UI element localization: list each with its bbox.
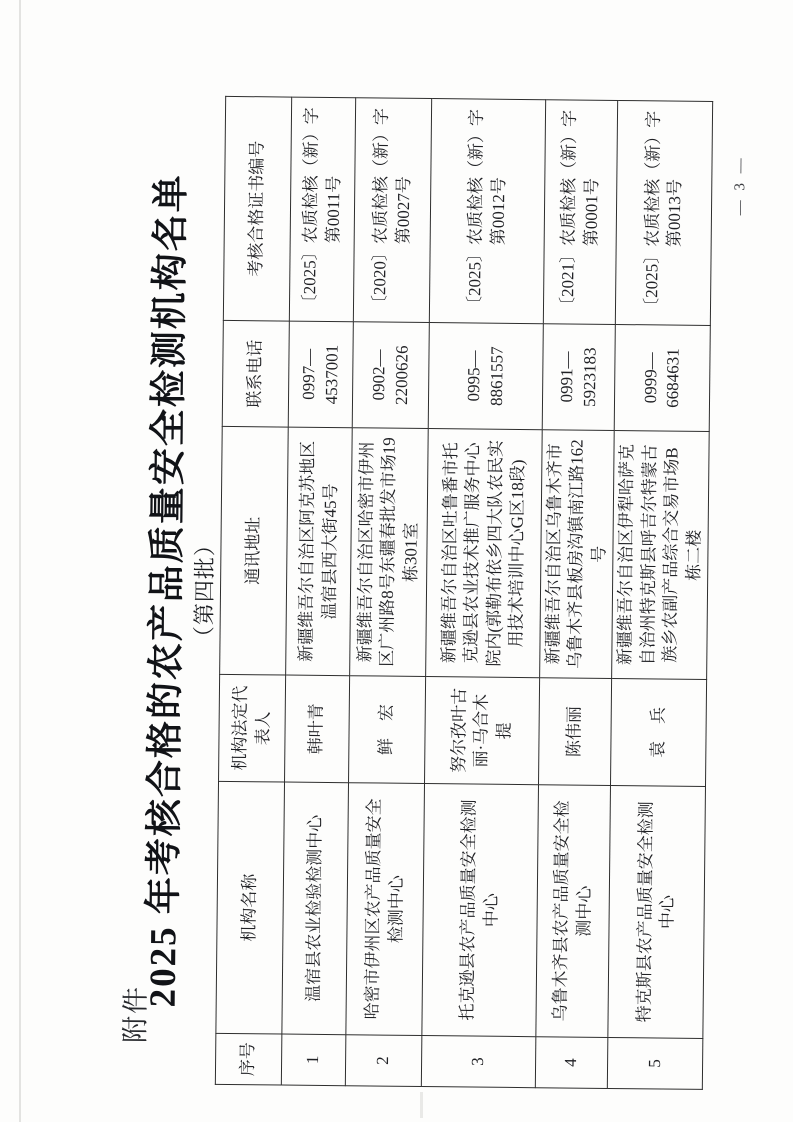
cell-rep: 鲜 宏 — [349, 676, 426, 784]
table-row — [608, 100, 713, 1089]
attachment-label: 附件 — [120, 984, 151, 1044]
cell-address: 新疆维吾尔自治区阿克苏地区温宿县西大街45号 — [286, 427, 353, 676]
table-row — [535, 100, 618, 1089]
cell-address: 新疆维吾尔自治区乌鲁木齐市乌鲁木齐县板房沟镇南江路162号 — [540, 430, 615, 679]
cell-phone: 0902— 2200626 — [352, 322, 429, 429]
table-row — [345, 98, 431, 1087]
rotated-document — [95, 95, 755, 1092]
cell-rep: 韩叶青 — [285, 675, 350, 783]
cell-cert: 〔2025〕农质检核（新）字 第0012号 — [429, 99, 545, 324]
cell-name: 温宿县农业检验检测中心 — [282, 782, 349, 1035]
cell-no: 4 — [535, 1037, 608, 1089]
header-rep: 机构法定代表人 — [219, 674, 286, 782]
header-row — [215, 96, 291, 1085]
cell-address: 新疆维吾尔自治区吐鲁番市托克逊县农业技术推广服务中心院内(郭勒布依乡四大队农民实用技术培训中心G区18段) — [426, 429, 543, 678]
cell-phone: 0991— 5923183 — [542, 324, 615, 431]
table-row — [421, 99, 545, 1088]
cell-no: 2 — [345, 1035, 422, 1087]
header-no: 序号 — [215, 1033, 282, 1085]
cell-rep: 努尔孜叶古丽·马合木提 — [425, 677, 540, 785]
document-subtitle: （第四批） — [191, 533, 218, 649]
cell-name: 托克逊县农产品质量安全检测中心 — [422, 784, 539, 1037]
cell-cert: 〔2020〕农质检核（新）字 第0027号 — [353, 98, 431, 323]
header-name: 机构名称 — [216, 781, 285, 1034]
cell-address: 新疆维吾尔自治区哈密市伊州区广州路8号东疆春批发市场19栋301室 — [350, 428, 429, 677]
table-row — [281, 97, 355, 1086]
cell-cert: 〔2025〕农质检核（新）字 第0013号 — [616, 100, 713, 325]
cell-address: 新疆维吾尔自治区伊犁哈萨克自治州特克斯县呼吉尔特蒙古族乡农副产品综合交易市场B栋二楼 — [612, 430, 709, 679]
scan-artifact-left-edge — [19, 0, 21, 1122]
cell-no: 1 — [281, 1034, 346, 1086]
header-phone: 联系电话 — [222, 320, 289, 427]
cell-cert: 〔2021〕农质检核（新）字 第0001号 — [543, 100, 618, 325]
cell-rep: 袁 兵 — [611, 678, 707, 786]
cell-phone: 0995— 8861557 — [428, 323, 543, 430]
header-address: 通讯地址 — [220, 426, 289, 675]
cell-name: 哈密市伊州区农产品质量安全检测中心 — [346, 783, 425, 1036]
cell-phone: 0999— 6684631 — [615, 324, 711, 431]
cell-no: 5 — [608, 1037, 703, 1089]
page-number: — 3 — — [731, 155, 749, 216]
header-cert: 考核合格证书编号 — [223, 96, 291, 321]
cell-name: 特克斯县农产品质量安全检测中心 — [608, 785, 705, 1038]
cell-no: 3 — [421, 1035, 536, 1087]
cell-cert: 〔2025〕农质检核（新）字 第0011号 — [289, 97, 355, 322]
cell-name: 乌鲁木齐县农产品质量安全检测中心 — [536, 785, 611, 1038]
table-body — [281, 97, 712, 1089]
document-title: 2025 年考核合格的农产品质量安全检测机构名单 — [142, 172, 193, 1008]
cell-phone: 0997— 4537001 — [288, 321, 353, 428]
institutions-table — [215, 96, 713, 1090]
table-header — [215, 96, 291, 1085]
cell-rep: 陈伟丽 — [538, 678, 611, 786]
scan-artifact-smudge — [420, 1092, 423, 1118]
